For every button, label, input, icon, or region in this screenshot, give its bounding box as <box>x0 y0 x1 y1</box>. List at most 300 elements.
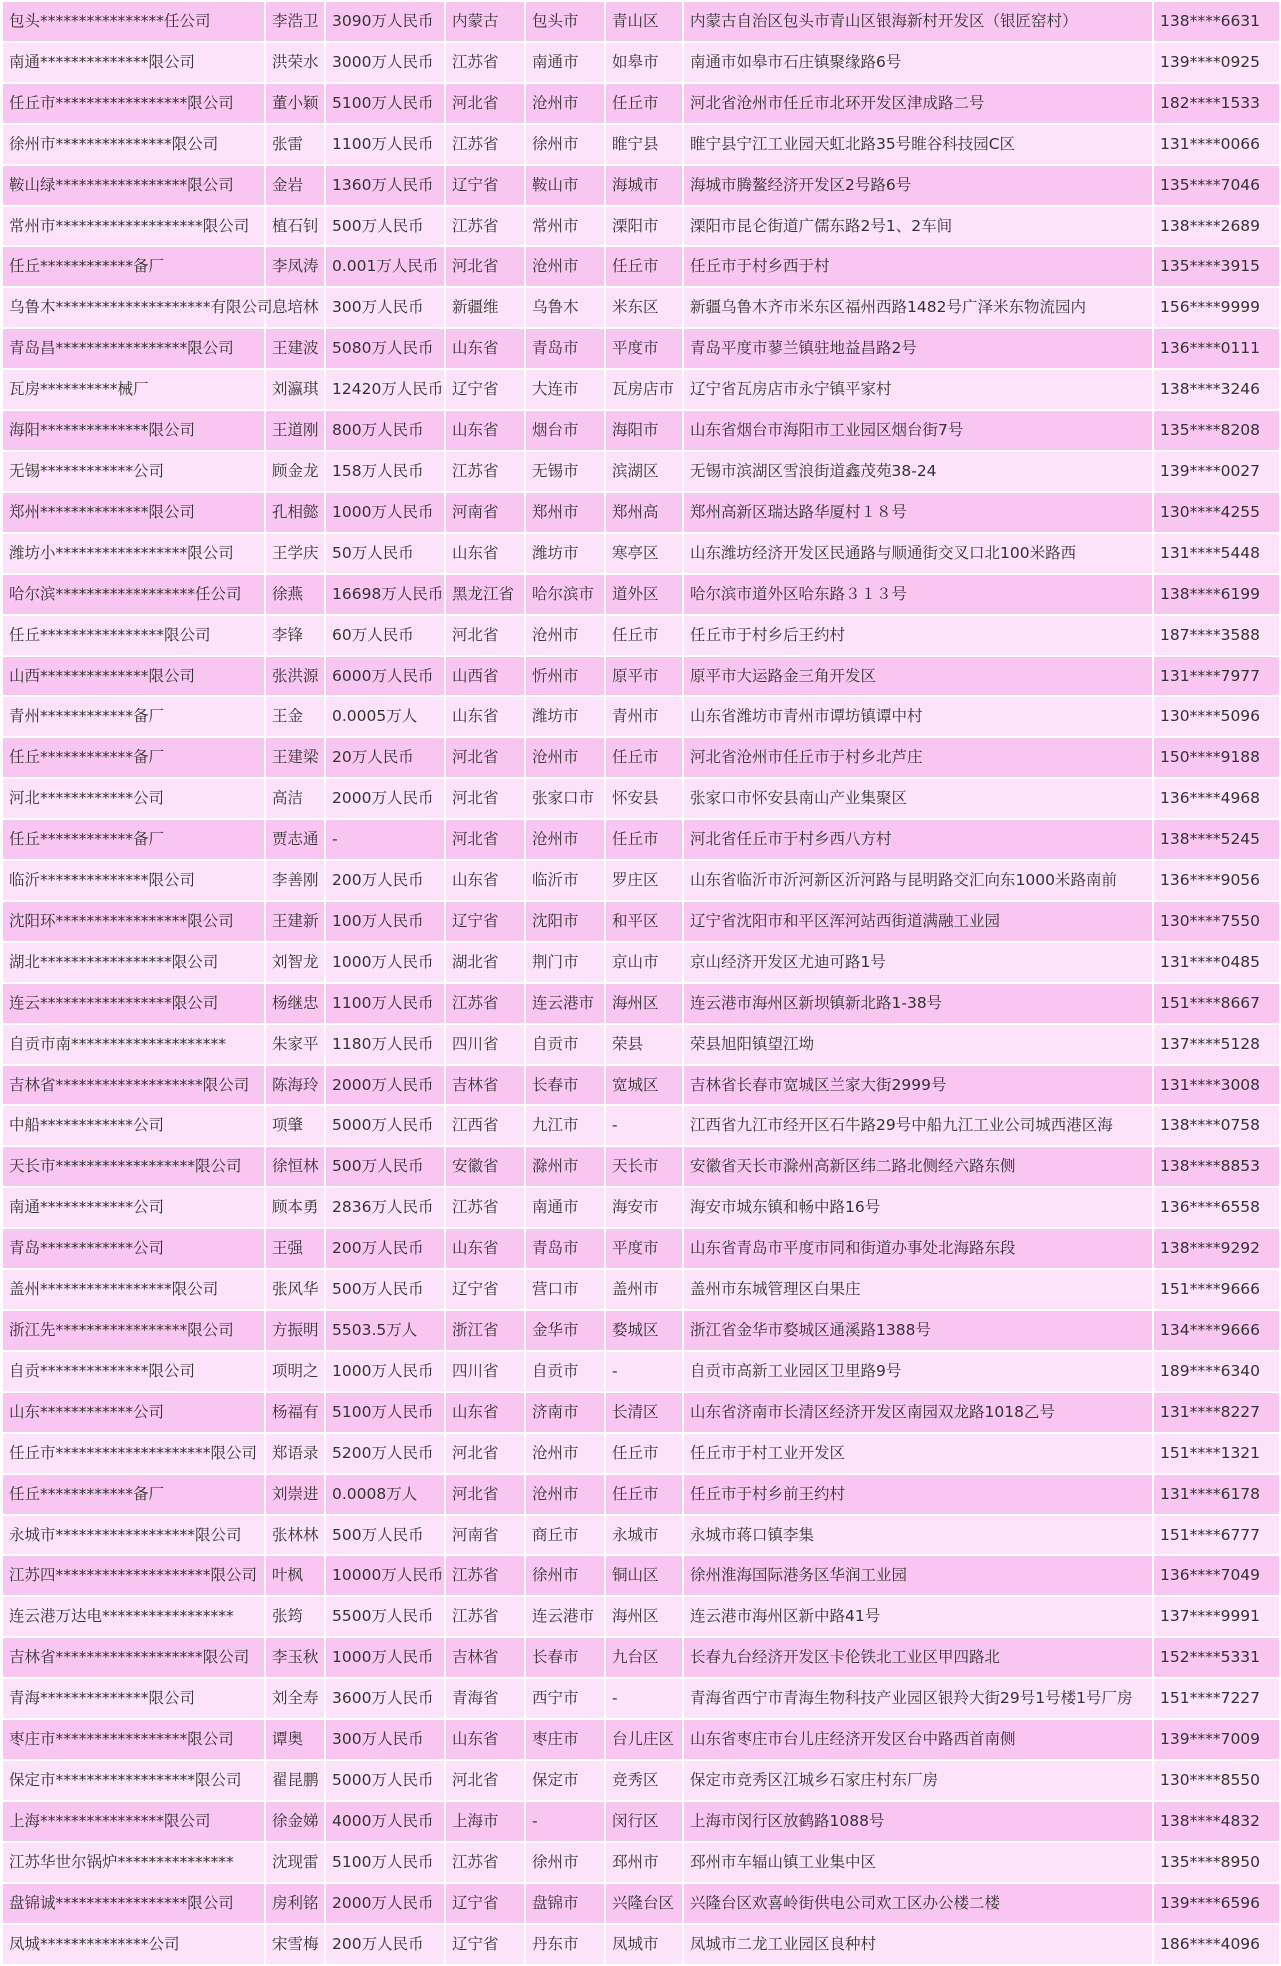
company-name-cell: 连云港万达电***************** <box>2 1596 265 1637</box>
company-name-cell: 青岛昌*****************限公司 <box>2 328 265 369</box>
phone-cell: 138****5245 <box>1153 819 1280 860</box>
company-name-cell: 永城市******************限公司 <box>2 1515 265 1556</box>
registered-capital-cell: 0.001万人民币 <box>325 246 445 287</box>
district-cell: 海安市 <box>605 1187 683 1228</box>
table-row <box>2 1678 1280 1719</box>
phone-cell: 186****4096 <box>1153 1924 1280 1965</box>
phone-cell: 136****4968 <box>1153 778 1280 819</box>
legal-rep-cell: 李浩卫 <box>265 1 325 42</box>
phone-cell: 151****8667 <box>1153 983 1280 1024</box>
registered-capital-cell: 5100万人民币 <box>325 1392 445 1433</box>
legal-rep-cell: 王强 <box>265 1228 325 1269</box>
registered-capital-cell: 2000万人民币 <box>325 1883 445 1924</box>
address-cell: 浙江省金华市婺城区通溪路1388号 <box>683 1310 1153 1351</box>
legal-rep-cell: 高洁 <box>265 778 325 819</box>
registered-capital-cell: 60万人民币 <box>325 615 445 656</box>
district-cell: 婺城区 <box>605 1310 683 1351</box>
city-cell: 西宁市 <box>525 1678 605 1719</box>
district-cell: - <box>605 1105 683 1146</box>
company-name-cell: 任丘************备厂 <box>2 1474 265 1515</box>
registered-capital-cell: 50万人民币 <box>325 533 445 574</box>
address-cell: 新疆乌鲁木齐市米东区福州西路1482号广泽米东物流园内 <box>683 287 1153 328</box>
district-cell: 睢宁县 <box>605 124 683 165</box>
registered-capital-cell: 5503.5万人 <box>325 1310 445 1351</box>
province-cell: 山西省 <box>445 656 525 697</box>
registered-capital-cell: 10000万人民币 <box>325 1555 445 1596</box>
registered-capital-cell: 1100万人民币 <box>325 983 445 1024</box>
legal-rep-cell: 徐金娣 <box>265 1801 325 1842</box>
district-cell: 京山市 <box>605 942 683 983</box>
district-cell: 道外区 <box>605 574 683 615</box>
table-row <box>2 696 1280 737</box>
phone-cell: 134****9666 <box>1153 1310 1280 1351</box>
city-cell: 包头市 <box>525 1 605 42</box>
company-name-cell: 任丘市********************限公司 <box>2 1433 265 1474</box>
address-cell: 吉林省长春市宽城区兰家大街2999号 <box>683 1065 1153 1106</box>
province-cell: 山东省 <box>445 1392 525 1433</box>
legal-rep-cell: 方振明 <box>265 1310 325 1351</box>
district-cell: 邳州市 <box>605 1842 683 1883</box>
company-name-cell: 山东************公司 <box>2 1392 265 1433</box>
city-cell: 南通市 <box>525 42 605 83</box>
city-cell: 徐州市 <box>525 1842 605 1883</box>
legal-rep-cell: 杨福有 <box>265 1392 325 1433</box>
city-cell: 大连市 <box>525 369 605 410</box>
address-cell: 永城市蒋口镇李集 <box>683 1515 1153 1556</box>
company-records-table <box>1 0 1281 1966</box>
legal-rep-cell: 李凤涛 <box>265 246 325 287</box>
legal-rep-cell: 王建梁 <box>265 737 325 778</box>
legal-rep-cell: 王建波 <box>265 328 325 369</box>
province-cell: 山东省 <box>445 328 525 369</box>
registered-capital-cell: 5200万人民币 <box>325 1433 445 1474</box>
province-cell: 江西省 <box>445 1105 525 1146</box>
phone-cell: 151****9666 <box>1153 1269 1280 1310</box>
district-cell: 平度市 <box>605 328 683 369</box>
province-cell: 河北省 <box>445 246 525 287</box>
table-row <box>2 1596 1280 1637</box>
city-cell: 郑州市 <box>525 492 605 533</box>
city-cell: 青岛市 <box>525 328 605 369</box>
company-name-cell: 自贡市南******************** <box>2 1024 265 1065</box>
province-cell: 河北省 <box>445 83 525 124</box>
province-cell: 安徽省 <box>445 1146 525 1187</box>
province-cell: 河北省 <box>445 1474 525 1515</box>
registered-capital-cell: 500万人民币 <box>325 1146 445 1187</box>
legal-rep-cell: 植石钊 <box>265 206 325 247</box>
address-cell: 辽宁省沈阳市和平区浑河站西街道满融工业园 <box>683 901 1153 942</box>
company-name-cell: 无锡************公司 <box>2 451 265 492</box>
province-cell: 黑龙江省 <box>445 574 525 615</box>
province-cell: 江苏省 <box>445 42 525 83</box>
table-row <box>2 1146 1280 1187</box>
district-cell: 任丘市 <box>605 615 683 656</box>
province-cell: 内蒙古 <box>445 1 525 42</box>
city-cell: 哈尔滨市 <box>525 574 605 615</box>
city-cell: 滁州市 <box>525 1146 605 1187</box>
phone-cell: 139****7009 <box>1153 1719 1280 1760</box>
address-cell: 荣县旭阳镇望江坳 <box>683 1024 1153 1065</box>
legal-rep-cell: 刘瀛琪 <box>265 369 325 410</box>
province-cell: 江苏省 <box>445 1842 525 1883</box>
registered-capital-cell: 5100万人民币 <box>325 1842 445 1883</box>
company-name-cell: 青州************备厂 <box>2 696 265 737</box>
legal-rep-cell: 张筠 <box>265 1596 325 1637</box>
registered-capital-cell: 16698万人民币 <box>325 574 445 615</box>
district-cell: 任丘市 <box>605 83 683 124</box>
company-name-cell: 海阳**************限公司 <box>2 410 265 451</box>
city-cell: 南通市 <box>525 1187 605 1228</box>
district-cell: 任丘市 <box>605 737 683 778</box>
company-name-cell: 枣庄市*****************限公司 <box>2 1719 265 1760</box>
city-cell: - <box>525 1801 605 1842</box>
legal-rep-cell: 顾本勇 <box>265 1187 325 1228</box>
phone-cell: 135****8208 <box>1153 410 1280 451</box>
address-cell: 京山经济开发区尤迪可路1号 <box>683 942 1153 983</box>
phone-cell: 139****0925 <box>1153 42 1280 83</box>
district-cell: - <box>605 1678 683 1719</box>
table-row <box>2 83 1280 124</box>
table-row <box>2 819 1280 860</box>
phone-cell: 138****9292 <box>1153 1228 1280 1269</box>
province-cell: 辽宁省 <box>445 1924 525 1965</box>
phone-cell: 130****4255 <box>1153 492 1280 533</box>
city-cell: 荆门市 <box>525 942 605 983</box>
table-row <box>2 1637 1280 1678</box>
city-cell: 沧州市 <box>525 246 605 287</box>
phone-cell: 138****6199 <box>1153 574 1280 615</box>
province-cell: 江苏省 <box>445 206 525 247</box>
city-cell: 连云港市 <box>525 983 605 1024</box>
province-cell: 山东省 <box>445 410 525 451</box>
legal-rep-cell: 杨继忠 <box>265 983 325 1024</box>
legal-rep-cell: 王道刚 <box>265 410 325 451</box>
registered-capital-cell: 500万人民币 <box>325 206 445 247</box>
district-cell: 铜山区 <box>605 1555 683 1596</box>
registered-capital-cell: 5080万人民币 <box>325 328 445 369</box>
registered-capital-cell: 500万人民币 <box>325 1515 445 1556</box>
district-cell: 青山区 <box>605 1 683 42</box>
district-cell: 米东区 <box>605 287 683 328</box>
registered-capital-cell: 4000万人民币 <box>325 1801 445 1842</box>
company-name-cell: 山西**************限公司 <box>2 656 265 697</box>
phone-cell: 138****3246 <box>1153 369 1280 410</box>
province-cell: 湖北省 <box>445 942 525 983</box>
city-cell: 常州市 <box>525 206 605 247</box>
phone-cell: 130****7550 <box>1153 901 1280 942</box>
company-name-cell: 青岛************公司 <box>2 1228 265 1269</box>
phone-cell: 130****5096 <box>1153 696 1280 737</box>
address-cell: 盖州市东城管理区白果庄 <box>683 1269 1153 1310</box>
phone-cell: 138****6631 <box>1153 1 1280 42</box>
district-cell: 凤城市 <box>605 1924 683 1965</box>
province-cell: 河北省 <box>445 737 525 778</box>
legal-rep-cell: 徐恒林 <box>265 1146 325 1187</box>
phone-cell: 131****6178 <box>1153 1474 1280 1515</box>
table-row <box>2 492 1280 533</box>
registered-capital-cell: 1180万人民币 <box>325 1024 445 1065</box>
table-row <box>2 369 1280 410</box>
phone-cell: 136****6558 <box>1153 1187 1280 1228</box>
table-row <box>2 328 1280 369</box>
province-cell: 江苏省 <box>445 1555 525 1596</box>
registered-capital-cell: 2000万人民币 <box>325 778 445 819</box>
table-row <box>2 656 1280 697</box>
address-cell: 海城市腾鳌经济开发区2号路6号 <box>683 165 1153 206</box>
table-row <box>2 1228 1280 1269</box>
phone-cell: 131****8227 <box>1153 1392 1280 1433</box>
legal-rep-cell: 项明之 <box>265 1351 325 1392</box>
address-cell: 兴隆台区欢喜岭街供电公司欢工区办公楼二楼 <box>683 1883 1153 1924</box>
city-cell: 张家口市 <box>525 778 605 819</box>
province-cell: 山东省 <box>445 533 525 574</box>
district-cell: 任丘市 <box>605 1433 683 1474</box>
city-cell: 沧州市 <box>525 819 605 860</box>
legal-rep-cell: 王学庆 <box>265 533 325 574</box>
city-cell: 长春市 <box>525 1065 605 1106</box>
address-cell: 青海省西宁市青海生物科技产业园区银羚大街29号1号楼1号厂房 <box>683 1678 1153 1719</box>
company-name-cell: 中船************公司 <box>2 1105 265 1146</box>
table-row <box>2 1 1280 42</box>
company-name-cell: 河北************公司 <box>2 778 265 819</box>
company-name-cell: 乌鲁木********************有限公司 <box>2 287 265 328</box>
legal-rep-cell: 董小颖 <box>265 83 325 124</box>
district-cell: 闵行区 <box>605 1801 683 1842</box>
table-row <box>2 737 1280 778</box>
company-name-cell: 青海**************限公司 <box>2 1678 265 1719</box>
district-cell: 海州区 <box>605 1596 683 1637</box>
company-name-cell: 江苏华世尔锅炉*************** <box>2 1842 265 1883</box>
phone-cell: 139****0027 <box>1153 451 1280 492</box>
address-cell: 邳州市车辐山镇工业集中区 <box>683 1842 1153 1883</box>
company-name-cell: 吉林省*******************限公司 <box>2 1637 265 1678</box>
address-cell: 山东省青岛市平度市同和街道办事处北海路东段 <box>683 1228 1153 1269</box>
province-cell: 辽宁省 <box>445 901 525 942</box>
registered-capital-cell: 20万人民币 <box>325 737 445 778</box>
district-cell: 海阳市 <box>605 410 683 451</box>
legal-rep-cell: 洪荣水 <box>265 42 325 83</box>
table-row <box>2 1392 1280 1433</box>
legal-rep-cell: 金岩 <box>265 165 325 206</box>
table-row <box>2 1515 1280 1556</box>
company-name-cell: 瓦房**********械厂 <box>2 369 265 410</box>
city-cell: 烟台市 <box>525 410 605 451</box>
phone-cell: 131****0066 <box>1153 124 1280 165</box>
table-row <box>2 451 1280 492</box>
phone-cell: 138****2689 <box>1153 206 1280 247</box>
city-cell: 乌鲁木 <box>525 287 605 328</box>
table-row <box>2 574 1280 615</box>
legal-rep-cell: 陈海玲 <box>265 1065 325 1106</box>
city-cell: 无锡市 <box>525 451 605 492</box>
table-row <box>2 1187 1280 1228</box>
district-cell: 荣县 <box>605 1024 683 1065</box>
registered-capital-cell: 5000万人民币 <box>325 1760 445 1801</box>
phone-cell: 138****8853 <box>1153 1146 1280 1187</box>
table-row <box>2 410 1280 451</box>
city-cell: 连云港市 <box>525 1596 605 1637</box>
province-cell: 辽宁省 <box>445 1883 525 1924</box>
legal-rep-cell: 李锋 <box>265 615 325 656</box>
registered-capital-cell: 12420万人民币 <box>325 369 445 410</box>
registered-capital-cell: 2836万人民币 <box>325 1187 445 1228</box>
table-row <box>2 1883 1280 1924</box>
address-cell: 任丘市于村乡后王约村 <box>683 615 1153 656</box>
address-cell: 辽宁省瓦房店市永宁镇平家村 <box>683 369 1153 410</box>
address-cell: 原平市大运路金三角开发区 <box>683 656 1153 697</box>
province-cell: 江苏省 <box>445 983 525 1024</box>
legal-rep-cell: 王金 <box>265 696 325 737</box>
district-cell: 郑州高 <box>605 492 683 533</box>
address-cell: 自贡市高新工业园区卫里路9号 <box>683 1351 1153 1392</box>
province-cell: 河北省 <box>445 1433 525 1474</box>
registered-capital-cell: 100万人民币 <box>325 901 445 942</box>
phone-cell: 151****6777 <box>1153 1515 1280 1556</box>
city-cell: 济南市 <box>525 1392 605 1433</box>
district-cell: 寒亭区 <box>605 533 683 574</box>
district-cell: 和平区 <box>605 901 683 942</box>
address-cell: 南通市如皋市石庄镇聚缘路6号 <box>683 42 1153 83</box>
district-cell: 兴隆台区 <box>605 1883 683 1924</box>
district-cell: 宽城区 <box>605 1065 683 1106</box>
company-name-cell: 吉林省*******************限公司 <box>2 1065 265 1106</box>
registered-capital-cell: 0.0005万人 <box>325 696 445 737</box>
registered-capital-cell: 500万人民币 <box>325 1269 445 1310</box>
province-cell: 河北省 <box>445 615 525 656</box>
phone-cell: 150****9188 <box>1153 737 1280 778</box>
district-cell: 长清区 <box>605 1392 683 1433</box>
table-row <box>2 615 1280 656</box>
table-row <box>2 42 1280 83</box>
district-cell: 罗庄区 <box>605 860 683 901</box>
province-cell: 四川省 <box>445 1024 525 1065</box>
registered-capital-cell: 200万人民币 <box>325 1924 445 1965</box>
phone-cell: 135****8950 <box>1153 1842 1280 1883</box>
table-row <box>2 1105 1280 1146</box>
address-cell: 山东潍坊经济开发区民通路与顺通街交叉口北100米路西 <box>683 533 1153 574</box>
company-name-cell: 常州市*******************限公司 <box>2 206 265 247</box>
registered-capital-cell: 0.0008万人 <box>325 1474 445 1515</box>
table-row <box>2 778 1280 819</box>
legal-rep-cell: 李玉秋 <box>265 1637 325 1678</box>
district-cell: 如皋市 <box>605 42 683 83</box>
phone-cell: 136****7049 <box>1153 1555 1280 1596</box>
phone-cell: 138****4832 <box>1153 1801 1280 1842</box>
address-cell: 河北省沧州市任丘市于村乡北芦庄 <box>683 737 1153 778</box>
phone-cell: 137****5128 <box>1153 1024 1280 1065</box>
district-cell: 永城市 <box>605 1515 683 1556</box>
records-body <box>2 1 1280 1965</box>
phone-cell: 131****7977 <box>1153 656 1280 697</box>
registered-capital-cell: 1000万人民币 <box>325 942 445 983</box>
district-cell: 竞秀区 <box>605 1760 683 1801</box>
company-name-cell: 湖北*****************限公司 <box>2 942 265 983</box>
city-cell: 营口市 <box>525 1269 605 1310</box>
province-cell: 吉林省 <box>445 1637 525 1678</box>
company-name-cell: 任丘************备厂 <box>2 737 265 778</box>
province-cell: 吉林省 <box>445 1065 525 1106</box>
address-cell: 青岛平度市蓼兰镇驻地益昌路2号 <box>683 328 1153 369</box>
company-name-cell: 凤城**************公司 <box>2 1924 265 1965</box>
company-name-cell: 郑州**************限公司 <box>2 492 265 533</box>
legal-rep-cell: 宋雪梅 <box>265 1924 325 1965</box>
company-name-cell: 沈阳环*****************限公司 <box>2 901 265 942</box>
district-cell: 滨湖区 <box>605 451 683 492</box>
address-cell: 张家口市怀安县南山产业集聚区 <box>683 778 1153 819</box>
phone-cell: 187****3588 <box>1153 615 1280 656</box>
address-cell: 连云港市海州区新坝镇新北路1-38号 <box>683 983 1153 1024</box>
province-cell: 山东省 <box>445 1719 525 1760</box>
table-row <box>2 860 1280 901</box>
legal-rep-cell: 徐燕 <box>265 574 325 615</box>
district-cell: 任丘市 <box>605 246 683 287</box>
company-name-cell: 临沂**************限公司 <box>2 860 265 901</box>
phone-cell: 136****9056 <box>1153 860 1280 901</box>
phone-cell: 151****7227 <box>1153 1678 1280 1719</box>
city-cell: 沧州市 <box>525 615 605 656</box>
legal-rep-cell: 孔相懿 <box>265 492 325 533</box>
company-name-cell: 包头****************任公司 <box>2 1 265 42</box>
table-row <box>2 1310 1280 1351</box>
district-cell: 平度市 <box>605 1228 683 1269</box>
table-row <box>2 1024 1280 1065</box>
province-cell: 山东省 <box>445 1228 525 1269</box>
table-row <box>2 1924 1280 1965</box>
registered-capital-cell: 800万人民币 <box>325 410 445 451</box>
city-cell: 鞍山市 <box>525 165 605 206</box>
city-cell: 金华市 <box>525 1310 605 1351</box>
legal-rep-cell: 刘全寿 <box>265 1678 325 1719</box>
province-cell: 河北省 <box>445 1760 525 1801</box>
phone-cell: 156****9999 <box>1153 287 1280 328</box>
province-cell: 河南省 <box>445 492 525 533</box>
city-cell: 自贡市 <box>525 1351 605 1392</box>
address-cell: 哈尔滨市道外区哈东路３１３号 <box>683 574 1153 615</box>
district-cell: - <box>605 1351 683 1392</box>
district-cell: 青州市 <box>605 696 683 737</box>
district-cell: 天长市 <box>605 1146 683 1187</box>
district-cell: 任丘市 <box>605 1474 683 1515</box>
phone-cell: 138****0758 <box>1153 1105 1280 1146</box>
legal-rep-cell: 郑语录 <box>265 1433 325 1474</box>
address-cell: 溧阳市昆仑街道广儒东路2号1、2车间 <box>683 206 1153 247</box>
company-name-cell: 哈尔滨******************任公司 <box>2 574 265 615</box>
table-row <box>2 942 1280 983</box>
company-name-cell: 南通**************限公司 <box>2 42 265 83</box>
district-cell: 台儿庄区 <box>605 1719 683 1760</box>
district-cell: 海城市 <box>605 165 683 206</box>
city-cell: 盘锦市 <box>525 1883 605 1924</box>
legal-rep-cell: 张洪源 <box>265 656 325 697</box>
legal-rep-cell: 张林林 <box>265 1515 325 1556</box>
province-cell: 青海省 <box>445 1678 525 1719</box>
registered-capital-cell: 5100万人民币 <box>325 83 445 124</box>
province-cell: 新疆维 <box>445 287 525 328</box>
address-cell: 河北省任丘市于村乡西八方村 <box>683 819 1153 860</box>
address-cell: 连云港市海州区新中路41号 <box>683 1596 1153 1637</box>
table-row <box>2 1474 1280 1515</box>
registered-capital-cell: 300万人民币 <box>325 287 445 328</box>
table-row <box>2 165 1280 206</box>
district-cell: 任丘市 <box>605 819 683 860</box>
phone-cell: 136****0111 <box>1153 328 1280 369</box>
address-cell: 山东省潍坊市青州市谭坊镇谭中村 <box>683 696 1153 737</box>
table-row <box>2 1269 1280 1310</box>
province-cell: 辽宁省 <box>445 369 525 410</box>
city-cell: 临沂市 <box>525 860 605 901</box>
table-row <box>2 533 1280 574</box>
province-cell: 浙江省 <box>445 1310 525 1351</box>
